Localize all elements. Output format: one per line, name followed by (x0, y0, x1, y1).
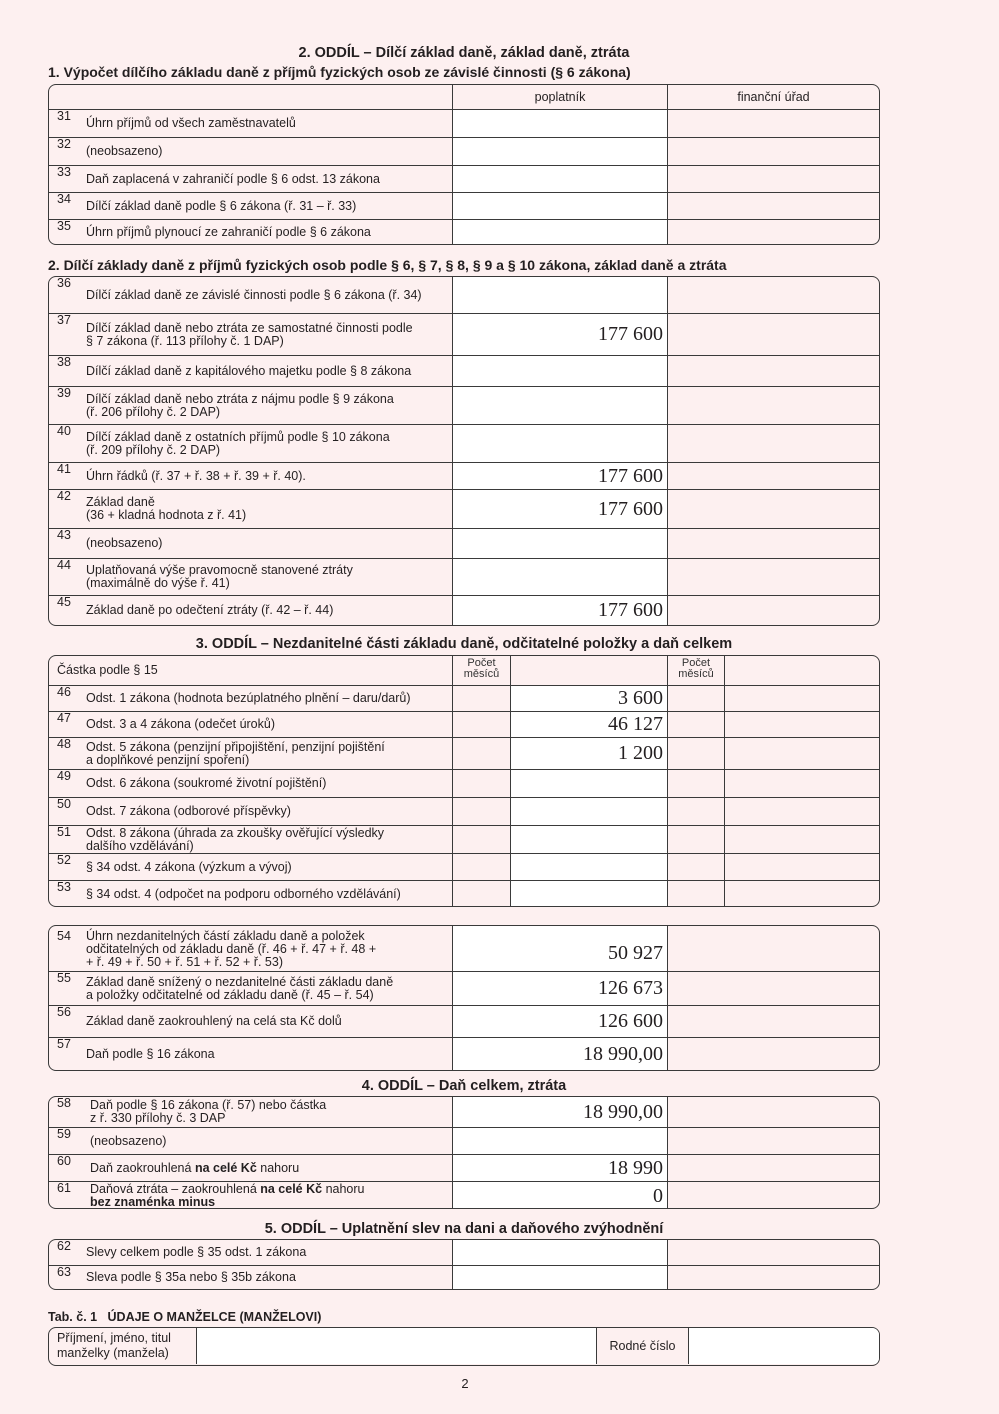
taxpayer-value-46[interactable]: 3 600 (510, 686, 667, 711)
section-4-table (48, 1096, 880, 1209)
taxpayer-value-47[interactable]: 46 127 (510, 712, 667, 737)
table-row: 32 (neobsazeno) (49, 137, 879, 165)
table-row: 57 Daň podle § 16 zákona 18 990,00 (49, 1037, 879, 1070)
table-row: 51 Odst. 8 zákona (úhrada za zkoušky ověřující výsledky dalšího vzdělávání) (49, 825, 879, 853)
row-label: (neobsazeno) (86, 144, 163, 158)
table-row: 49 Odst. 6 zákona (soukromé životní pojištění) (49, 769, 879, 797)
taxpayer-value-56[interactable]: 126 600 (452, 1006, 667, 1037)
section-3-totals-table (48, 925, 880, 1071)
taxpayer-value-42[interactable]: 177 600 (452, 490, 667, 528)
part-1-table (48, 84, 880, 245)
table-row: 53 § 34 odst. 4 (odpočet na podporu odborného vzdělávání) (49, 880, 879, 907)
office-value-34 (667, 193, 879, 219)
section-5-table (48, 1239, 880, 1290)
table-row: 44 Uplatňovaná výše pravomocně stanovené ztráty (maximálně do výše ř. 41) (49, 558, 879, 595)
taxpayer-value-37[interactable]: 177 600 (452, 314, 667, 355)
taxpayer-value-38[interactable] (452, 356, 667, 386)
taxpayer-value-40[interactable] (452, 425, 667, 462)
table-row: 54 Úhrn nezdanitelných částí základu daně a položek odčitatelných od základu daně (ř. 46 + ř. 47 + ř. 48 + + ř. 49 + ř. 50 + ř. 51 + ř. 52 + ř. 53) 50 927 (49, 926, 879, 971)
table-row: 46 Odst. 1 zákona (hodnota bezúplatného plnění – daru/darů) 3 600 (49, 685, 879, 711)
table-row: 62 Slevy celkem podle § 35 odst. 1 zákona (49, 1240, 879, 1265)
tab-1-title: Tab. č. 1 ÚDAJE O MANŽELCE (MANŽELOVI) (48, 1310, 322, 1324)
table-row: 59 (neobsazeno) (49, 1127, 879, 1154)
months-header-1: Počet měsíců (452, 656, 510, 685)
table-row: 33 Daň zaplacená v zahraničí podle § 6 odst. 13 zákona (49, 165, 879, 192)
table-row: 56 Základ daně zaokrouhlený na celá sta Kč dolů 126 600 (49, 1005, 879, 1037)
months-53[interactable] (452, 881, 510, 907)
table-row: 37 Dílčí základ daně nebo ztráta ze samostatné činnosti podle § 7 zákona (ř. 113 přílohy č. 1 DAP) 177 600 (49, 313, 879, 355)
birth-number-label: Rodné číslo (596, 1328, 688, 1364)
table-row: 40 Dílčí základ daně z ostatních příjmů podle § 10 zákona (ř. 209 přílohy č. 2 DAP) (49, 424, 879, 462)
months-52[interactable] (452, 854, 510, 880)
taxpayer-value-52[interactable] (510, 854, 667, 880)
office-value-32 (667, 138, 879, 165)
section-3-title: 3. ODDÍL – Nezdanitelné části základu daně, odčitatelné položky a daň celkem (195, 636, 733, 652)
taxpayer-value-31[interactable] (452, 110, 667, 137)
section-2-title: 2. ODDÍL – Dílčí základ daně, základ daně, ztráta (298, 45, 630, 61)
taxpayer-value-49[interactable] (510, 770, 667, 797)
page-number: 2 (461, 1376, 469, 1391)
section-4-title: 4. ODDÍL – Daň celkem, ztráta (361, 1078, 567, 1094)
taxpayer-value-54[interactable]: 50 927 (452, 926, 667, 971)
part-2-title: 2. Dílčí základy daně z příjmů fyzických osob podle § 6, § 7, § 8, § 9 a § 10 zákona, základ daně a ztráta (48, 257, 727, 273)
office-value-33 (667, 166, 879, 192)
taxpayer-value-53[interactable] (510, 881, 667, 907)
section-3-table (48, 655, 880, 907)
taxpayer-value-39[interactable] (452, 387, 667, 424)
taxpayer-value-50[interactable] (510, 798, 667, 825)
section-5-title: 5. ODDÍL – Uplatnění slev na dani a daňového zvýhodnění (264, 1221, 664, 1237)
taxpayer-value-63[interactable] (452, 1266, 667, 1289)
taxpayer-value-60[interactable]: 18 990 (452, 1155, 667, 1181)
table-row: 63 Sleva podle § 35a nebo § 35b zákona (49, 1265, 879, 1289)
months-50[interactable] (452, 798, 510, 825)
table-row: 42 Základ daně (36 + kladná hodnota z ř. 41) 177 600 (49, 489, 879, 528)
taxpayer-value-35[interactable] (452, 220, 667, 245)
taxpayer-value-57[interactable]: 18 990,00 (452, 1038, 667, 1070)
months-47[interactable] (452, 712, 510, 737)
taxpayer-value-36[interactable] (452, 277, 667, 313)
table-row: 58 Daň podle § 16 zákona (ř. 57) nebo částka z ř. 330 přílohy č. 3 DAP 18 990,00 (49, 1097, 879, 1127)
table-row: 45 Základ daně po odečtení ztráty (ř. 42 – ř. 44) 177 600 (49, 595, 879, 625)
table-row: 52 § 34 odst. 4 zákona (výzkum a vývoj) (49, 853, 879, 880)
taxpayer-value-48[interactable]: 1 200 (510, 738, 667, 769)
table-row: 36 Dílčí základ daně ze závislé činnosti podle § 6 zákona (ř. 34) (49, 277, 879, 313)
spouse-name-field[interactable] (196, 1328, 596, 1364)
table-row: 55 Základ daně snížený o nezdanitelné části základu daně a položky odčitatelné od základu daně (ř. 45 – ř. 54) 126 673 (49, 971, 879, 1005)
table-row: 35 Úhrn příjmů plynoucí ze zahraničí podle § 6 zákona (49, 219, 879, 245)
table-row: 48 Odst. 5 zákona (penzijní připojištění, penzijní pojištění a doplňkové penzijní spoření) 1 200 (49, 737, 879, 769)
table-row: 60 Daň zaokrouhlená na celé Kč nahoru 18 990 (49, 1154, 879, 1181)
birth-number-field[interactable] (688, 1328, 879, 1364)
table-row: 38 Dílčí základ daně z kapitálového majetku podle § 8 zákona (49, 355, 879, 386)
taxpayer-value-45[interactable]: 177 600 (452, 596, 667, 625)
taxpayer-value-58[interactable]: 18 990,00 (452, 1097, 667, 1127)
taxpayer-value-55[interactable]: 126 673 (452, 972, 667, 1005)
office-value-35 (667, 220, 879, 245)
table-row: 61 Daňová ztráta – zaokrouhlená na celé Kč nahoru bez znaménka minus 0 (49, 1181, 879, 1209)
part-2-table (48, 276, 880, 626)
table-row: 50 Odst. 7 zákona (odborové příspěvky) (49, 797, 879, 825)
table-row: 34 Dílčí základ daně podle § 6 zákona (ř. 31 – ř. 33) (49, 192, 879, 219)
header-label: Částka podle § 15 (57, 663, 158, 677)
table-row (49, 1328, 879, 1364)
table-row: 39 Dílčí základ daně nebo ztráta z nájmu podle § 9 zákona (ř. 206 přílohy č. 2 DAP) (49, 386, 879, 424)
taxpayer-value-51[interactable] (510, 826, 667, 853)
taxpayer-value-33[interactable] (452, 166, 667, 192)
taxpayer-value-62[interactable] (452, 1240, 667, 1265)
table-row: 31 Úhrn příjmů od všech zaměstnavatelů (49, 109, 879, 137)
table-row: 47 Odst. 3 a 4 zákona (odečet úroků) 46 127 (49, 711, 879, 737)
months-49[interactable] (452, 770, 510, 797)
table-header (49, 85, 879, 109)
row-label: Dílčí základ daně podle § 6 zákona (ř. 31 – ř. 33) (86, 198, 357, 213)
spouse-table (48, 1327, 880, 1366)
spouse-name-label: Příjmení, jméno, titul manželky (manžela) (57, 1331, 171, 1360)
row-label: Úhrn příjmů plynoucí ze zahraničí podle § 6 zákona (86, 225, 371, 239)
months-46[interactable] (452, 686, 510, 711)
col-office-header: finanční úřad (667, 85, 879, 109)
table-header (49, 656, 879, 685)
table-row: 43 (neobsazeno) (49, 528, 879, 558)
taxpayer-value-59[interactable] (452, 1128, 667, 1154)
taxpayer-value-61[interactable]: 0 (452, 1182, 667, 1209)
table-row: 41 Úhrn řádků (ř. 37 + ř. 38 + ř. 39 + ř. 40). 177 600 (49, 462, 879, 489)
taxpayer-value-41[interactable]: 177 600 (452, 463, 667, 489)
months-51[interactable] (452, 826, 510, 853)
taxpayer-value-43[interactable] (452, 529, 667, 558)
col-taxpayer-header: poplatník (452, 85, 667, 109)
taxpayer-value-32[interactable] (452, 138, 667, 165)
row-label: Úhrn příjmů od všech zaměstnavatelů (86, 116, 296, 130)
taxpayer-value-44[interactable] (452, 559, 667, 595)
office-value-31 (667, 110, 879, 137)
row-label: Daň zaplacená v zahraničí podle § 6 odst. 13 zákona (86, 171, 380, 186)
months-header-2: Počet měsíců (667, 656, 724, 685)
part-1-title: 1. Výpočet dílčího základu daně z příjmů fyzických osob ze závislé činnosti (§ 6 zákona) (48, 64, 631, 80)
months-48[interactable] (452, 738, 510, 769)
taxpayer-value-34[interactable] (452, 193, 667, 219)
